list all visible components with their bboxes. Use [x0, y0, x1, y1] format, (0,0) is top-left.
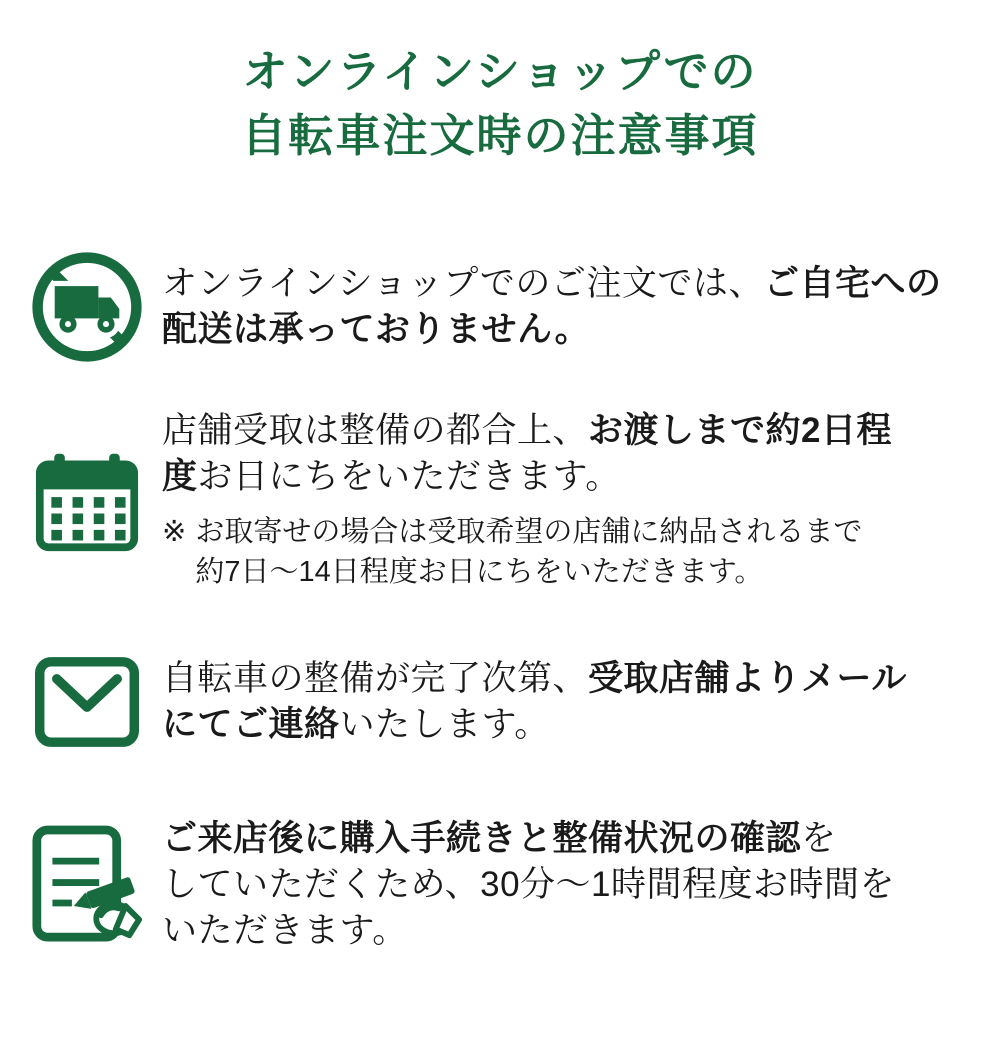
paperwork-signing-icon — [28, 824, 146, 946]
text-segment-bold: 配送は承っておりません。 — [162, 310, 591, 349]
text-segment: お日にちをいただきます。 — [197, 457, 621, 496]
text-line — [162, 702, 907, 748]
page-title-line2: 自転車注文時の注意事項 — [241, 110, 759, 161]
text-segment-bold: 受取店舗よりメール — [588, 659, 907, 698]
no-home-delivery-truck-icon — [28, 250, 146, 364]
text-segment: 自転車の整備が完了次第、 — [162, 659, 589, 698]
text-segment-bold: ご自宅への — [763, 264, 942, 303]
section-text — [162, 261, 941, 353]
text-line — [162, 307, 941, 353]
text-segment: オンラインショップでのご注文では、 — [162, 264, 764, 303]
calendar-icon — [28, 447, 146, 553]
note-marker: ※ — [162, 516, 187, 548]
section-pickup-timing — [28, 408, 984, 592]
text-segment-bold: 度 — [162, 457, 198, 496]
text-segment: していただくため、30分〜1時間程度お時間を — [162, 865, 895, 904]
text-line — [162, 908, 895, 954]
text-line — [162, 408, 892, 454]
text-segment: いただきます。 — [162, 911, 408, 950]
section-text — [162, 408, 892, 592]
text-line — [162, 261, 941, 307]
text-line — [162, 816, 895, 862]
text-line — [162, 454, 892, 500]
text-segment: いたします。 — [339, 705, 550, 744]
backorder-note — [162, 512, 892, 592]
mail-envelope-icon — [28, 656, 146, 748]
note-text — [195, 512, 862, 592]
text-segment: を — [801, 819, 837, 858]
page-title-line1: オンラインショップでの — [242, 46, 758, 97]
section-no-home-delivery — [28, 250, 984, 364]
text-segment-bold: にてご連絡 — [162, 705, 340, 744]
section-instore-procedure — [28, 816, 984, 954]
note-line: お取寄せの場合は受取希望の店舗に納品されるまで — [195, 516, 863, 548]
section-text — [162, 656, 907, 748]
page-title — [0, 40, 1000, 168]
text-line — [162, 862, 895, 908]
section-text — [162, 816, 895, 954]
section-email-notification — [28, 656, 984, 748]
text-segment: 店舗受取は整備の都合上、 — [162, 411, 589, 450]
text-line — [162, 656, 907, 702]
note-line: 約7日〜14日程度お日にちをいただきます。 — [195, 556, 764, 588]
text-segment-bold: ご来店後に購入手続きと整備状況の確認 — [162, 819, 802, 858]
text-segment-bold: お渡しまで約2日程 — [588, 411, 892, 450]
